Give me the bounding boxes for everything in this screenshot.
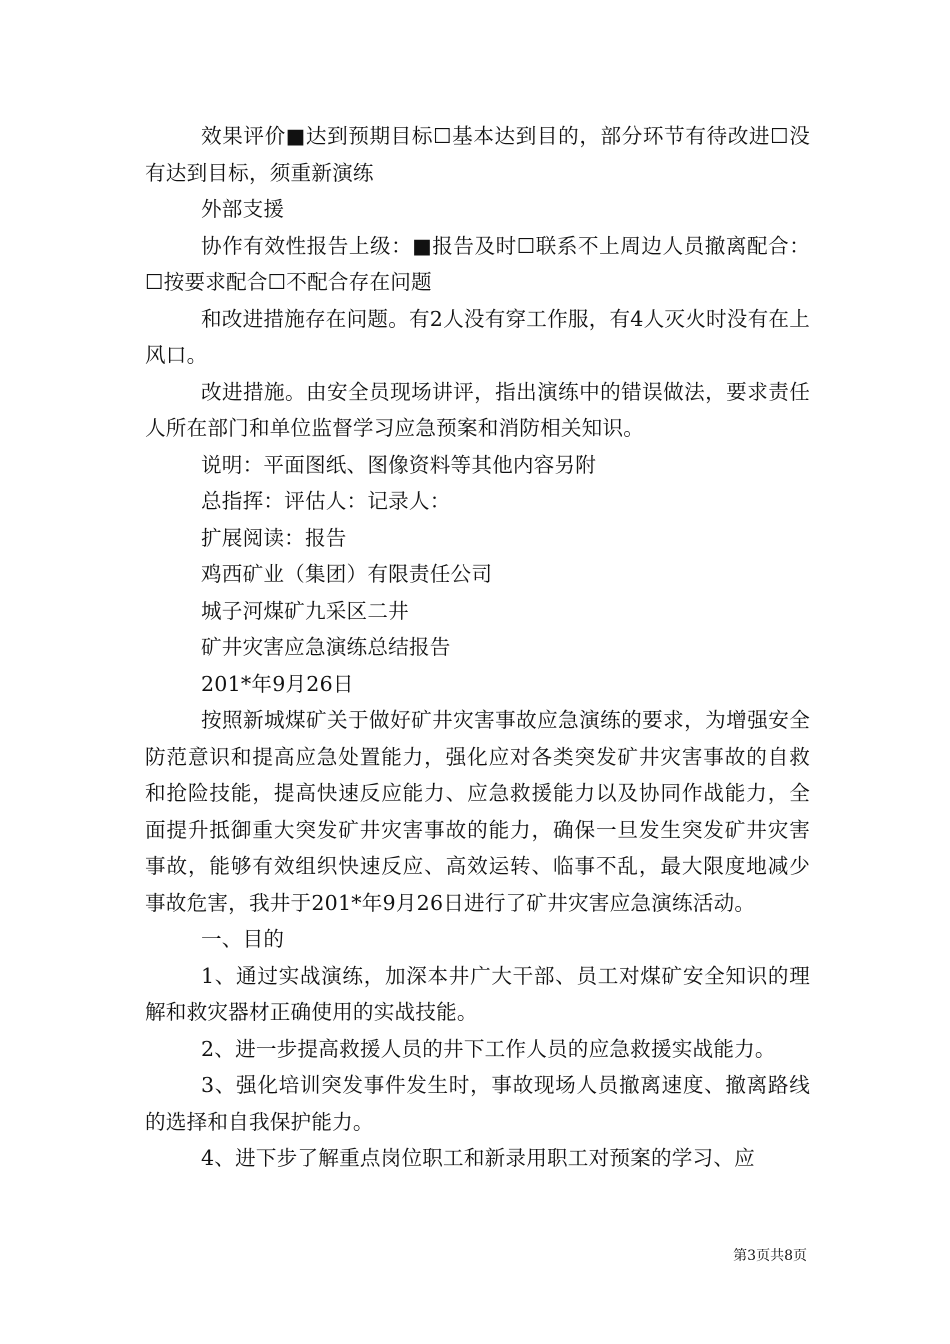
paragraph-mine: 城子河煤矿九采区二井 [201, 598, 409, 623]
paragraph-intro: 按照新城煤矿关于做好矿井灾害事故应急演练的要求，为增强安全防范意识和提高应急处置能力，强化应对各类突发矿井灾害事故的自救和抢险技能，提高快速反应能力、应急救援能力以及协同作战能力，全面提升抵御重大突发矿井灾害事故的能力，确保一旦发生突发矿井灾害事故，能够有效组织快速反应、高效运转、临事不乱，最大限度地减少事故危害，我井于201*年9月26日进行了矿井灾害应急演练活动。 [145, 708, 810, 915]
paragraph-improvements: 改进措施。由安全员现场讲评，指出演练中的错误做法，要求责任人所在部门和单位监督学习应急预案和消防相关知识。 [145, 379, 810, 440]
paragraph-company: 鸡西矿业（集团）有限责任公司 [201, 562, 493, 586]
paragraph-report-title: 矿井灾害应急演练总结报告 [201, 635, 451, 659]
paragraph-note: 说明：平面图纸、图像资料等其他内容另附 [201, 452, 597, 477]
document-body [145, 118, 810, 1177]
page-number: 第3页共8页 [733, 1248, 807, 1264]
paragraph-effect-evaluation: 效果评价■达到预期目标☐基本达到目的，部分环节有待改进☐没有达到目标，须重新演练 [145, 124, 810, 185]
paragraph-problems: 和改进措施存在问题。有2人没有穿工作服，有4人灭火时没有在上风口。 [145, 306, 810, 367]
paragraph-external-support: 外部支援 [201, 197, 285, 221]
paragraph-coordination: 协作有效性报告上级：■报告及时☐联系不上周边人员撤离配合：☐按要求配合☐不配合存在问题 [145, 233, 810, 294]
paragraph-purpose-3: 3、强化培训突发事件发生时，事故现场人员撤离速度、撤离路线的选择和自我保护能力。 [145, 1073, 810, 1134]
paragraph-purpose-4: 4、进下步了解重点岗位职工和新录用职工对预案的学习、应 [201, 1146, 755, 1170]
paragraph-date: 201*年9月26日 [201, 671, 354, 696]
paragraph-purpose-1: 1、通过实战演练，加深本井广大干部、员工对煤矿安全知识的理解和救灾器材正确使用的实战技能。 [145, 963, 810, 1024]
paragraph-signatures: 总指挥：评估人：记录人： [201, 489, 451, 513]
paragraph-extended-reading: 扩展阅读：报告 [201, 525, 347, 550]
paragraph-purpose-2: 2、进一步提高救援人员的井下工作人员的应急救援实战能力。 [201, 1036, 776, 1061]
heading-purpose: 一、目的 [201, 927, 285, 951]
